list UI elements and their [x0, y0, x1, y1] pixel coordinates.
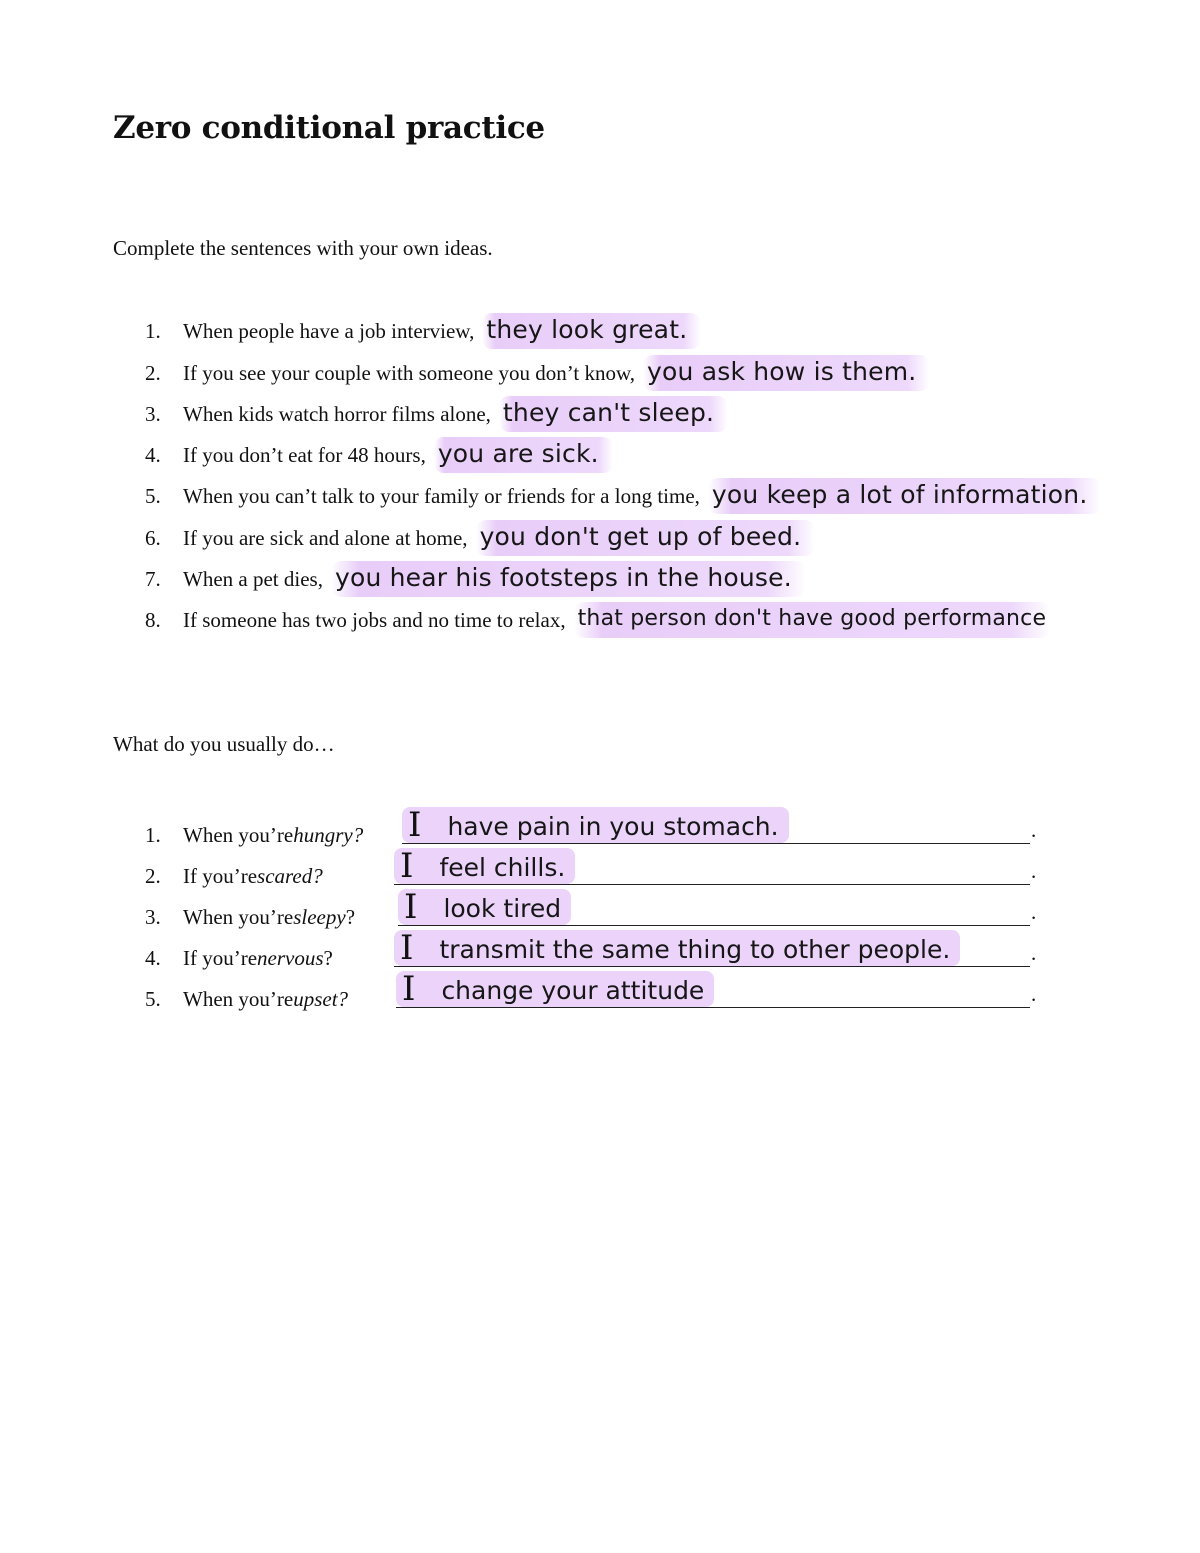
item-number: 5.: [145, 483, 161, 508]
item-number: 2.: [145, 360, 161, 385]
item-prompt: If you see your couple with someone you don’t know,: [183, 360, 636, 385]
item-prompt-suffix: ?: [345, 905, 356, 929]
item-number: 4.: [145, 946, 161, 970]
answer-blank[interactable]: [394, 846, 1030, 885]
item-number: 5.: [145, 987, 161, 1011]
list-item: [145, 974, 348, 1012]
list-item: [145, 437, 613, 473]
handwritten-answer[interactable]: you are sick.: [434, 437, 613, 473]
list-item: [145, 933, 333, 971]
item-number: 3.: [145, 401, 161, 426]
handwritten-answer: transmit the same thing to other people.: [439, 935, 951, 964]
list-item: [145, 396, 728, 432]
section1-instruction: Complete the sentences with your own ideas.: [113, 236, 493, 260]
item-prompt-prefix: When you’re: [183, 905, 294, 929]
item-prompt: When people have a job interview,: [183, 318, 475, 343]
handwritten-answer[interactable]: they can't sleep.: [499, 396, 728, 432]
item-keyword: upset?: [293, 987, 349, 1011]
item-keyword: hungry?: [293, 823, 364, 847]
item-prompt: If you don’t eat for 48 hours,: [183, 442, 426, 467]
item-prompt: When a pet dies,: [183, 566, 323, 591]
item-prompt: When you can’t talk to your family or friends for a long time,: [183, 483, 700, 508]
handwritten-pronoun: I: [402, 969, 416, 1009]
item-prompt-prefix: When you’re: [183, 823, 294, 847]
list-item: [145, 851, 323, 889]
item-keyword: scared?: [257, 864, 323, 888]
list-item: [145, 561, 806, 597]
item-number: 8.: [145, 607, 161, 632]
item-number: 1.: [145, 318, 161, 343]
handwritten-pronoun: I: [400, 846, 414, 886]
handwritten-answer[interactable]: you ask how is them.: [643, 355, 930, 391]
handwritten-answer: have pain in you stomach.: [447, 812, 779, 841]
handwritten-answer[interactable]: that person don't have good performance: [574, 602, 1051, 638]
item-number: 6.: [145, 525, 161, 550]
item-keyword: nervous: [257, 946, 324, 970]
list-item: [145, 810, 363, 848]
item-prompt: If you are sick and alone at home,: [183, 525, 468, 550]
item-number: 7.: [145, 566, 161, 591]
item-number: 2.: [145, 864, 161, 888]
item-number: 4.: [145, 442, 161, 467]
item-prompt-prefix: When you’re: [183, 987, 294, 1011]
list-item: [145, 355, 930, 391]
item-number: 3.: [145, 905, 161, 929]
handwritten-pronoun: I: [408, 805, 422, 845]
answer-blank[interactable]: [394, 928, 1030, 967]
list-item: [145, 520, 815, 556]
answer-blank[interactable]: [396, 969, 1030, 1008]
list-item: [145, 313, 701, 349]
handwritten-answer[interactable]: you keep a lot of information.: [708, 478, 1102, 514]
handwritten-answer: change your attitude: [441, 976, 705, 1005]
list-item: [145, 892, 355, 930]
answer-blank[interactable]: [398, 887, 1030, 926]
item-prompt: When kids watch horror films alone,: [183, 401, 491, 426]
list-item: [145, 478, 1101, 514]
handwritten-answer: look tired: [443, 894, 562, 923]
list-item: [145, 602, 1050, 638]
page-title: Zero conditional practice: [113, 110, 545, 146]
item-prompt-prefix: If you’re: [183, 864, 258, 888]
period: .: [1031, 859, 1037, 883]
period: .: [1031, 900, 1037, 924]
handwritten-answer[interactable]: they look great.: [482, 313, 701, 349]
handwritten-answer[interactable]: you hear his footsteps in the house.: [331, 561, 806, 597]
item-prompt-prefix: If you’re: [183, 946, 258, 970]
handwritten-pronoun: I: [404, 887, 418, 927]
item-prompt: If someone has two jobs and no time to relax,: [183, 607, 566, 632]
answer-blank[interactable]: [402, 805, 1030, 844]
item-keyword: sleepy: [293, 905, 346, 929]
item-prompt-suffix: ?: [323, 946, 333, 970]
handwritten-pronoun: I: [400, 928, 414, 968]
item-number: 1.: [145, 823, 161, 847]
period: .: [1031, 941, 1037, 965]
handwritten-answer: feel chills.: [439, 853, 566, 882]
section2-instruction: What do you usually do…: [113, 732, 335, 756]
handwritten-answer[interactable]: you don't get up of beed.: [476, 520, 816, 556]
period: .: [1031, 818, 1037, 842]
period: .: [1031, 982, 1037, 1006]
